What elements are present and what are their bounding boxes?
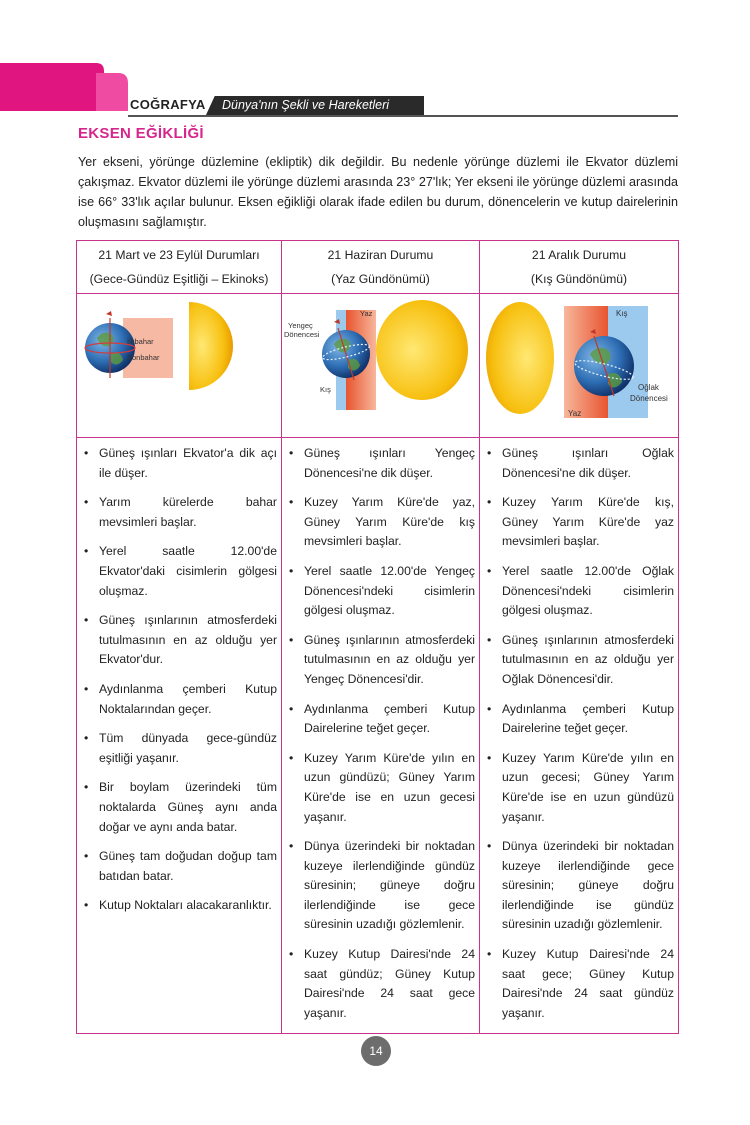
bullet-point: • Kuzey Yarım Küre'de yılın en uzun gecesi; Güney Yarım Küre'de ise en uzun gündüzü yaşanır. xyxy=(484,749,674,827)
points-equinox xyxy=(77,438,282,1034)
bullet-point: • Güneş ışınları Ekvator'a dik açı ile düşer. xyxy=(81,444,277,483)
tropic-label-line1: Yengeç xyxy=(288,321,313,330)
bullet-point: • Kuzey Yarım Küre'de kış, Güney Yarım Küre'de yaz mevsimleri başlar. xyxy=(484,493,674,552)
bullet-point: • Aydınlanma çemberi Kutup Noktalarından geçer. xyxy=(81,680,277,719)
bullet-point: • Güneş tam doğudan doğup tam batıdan batar. xyxy=(81,847,277,886)
column-subtitle: (Kış Gündönümü) xyxy=(530,272,628,286)
points-june xyxy=(282,438,480,1034)
bullet-point: • Kuzey Yarım Küre'de yaz, Güney Yarım Küre'de kış mevsimleri başlar. xyxy=(286,493,475,552)
header-rule xyxy=(128,115,678,117)
tropic-label-line2: Dönencesi xyxy=(630,394,668,403)
summer-label: Yaz xyxy=(568,409,582,418)
bullet-list xyxy=(77,438,281,916)
june-solstice-diagram xyxy=(282,294,480,432)
figure-row xyxy=(77,294,679,438)
bullet-point: • Dünya üzerindeki bir noktadan kuzeye ilerlendiğinde gece süresinin; güneye doğru ilerlendiğinde ise gündüz süresinin uzadığı gözlemlenir. xyxy=(484,837,674,935)
header-row xyxy=(77,241,679,294)
equinox-diagram xyxy=(77,294,282,432)
bullet-point: • Güneş ışınları Oğlak Dönencesi'ne dik düşer. xyxy=(484,444,674,483)
topic-label: Dünya'nın Şekli ve Hareketleri xyxy=(222,98,390,112)
column-title: 21 Haziran Durumu xyxy=(327,248,434,262)
comparison-table xyxy=(76,240,679,1034)
bullet-point: • Kuzey Yarım Küre'de yılın en uzun gündüzü; Güney Yarım Küre'de ise en uzun gecesi yaşanır. xyxy=(286,749,475,827)
section-title: EKSEN EĞİKLİĞİ xyxy=(78,125,204,142)
figure-december xyxy=(480,294,679,438)
winter-label: Kış xyxy=(616,309,628,318)
bullet-point: • Aydınlanma çemberi Kutup Dairelerine teğet geçer. xyxy=(286,700,475,739)
column-header-equinox xyxy=(77,241,282,294)
points-december xyxy=(480,438,679,1034)
bullet-point: • Kuzey Kutup Dairesi'nde 24 saat gündüz; Güney Kutup Dairesi'nde 24 saat gece yaşanır. xyxy=(286,945,475,1023)
bullet-point: • Dünya üzerindeki bir noktadan kuzeye ilerlendiğinde gündüz süresinin; güneye doğru ilerlendiğinde ise gece süresinin uzadığı gözlemlenir. xyxy=(286,837,475,935)
column-title: 21 Aralık Durumu xyxy=(531,248,627,262)
bullet-point: • Güneş ışınlarının atmosferdeki tutulmasının en az olduğu yer Yengeç Dönencesi'dir. xyxy=(286,631,475,690)
figure-equinox xyxy=(77,294,282,438)
autumn-label: Sonbahar xyxy=(127,353,160,362)
bullet-point: • Yerel saatle 12.00'de Ekvator'daki cisimlerin gölgesi oluşmaz. xyxy=(81,542,277,601)
tropic-label-line2: Dönencesi xyxy=(284,330,320,339)
subject-label: COĞRAFYA xyxy=(130,97,206,112)
bullet-point: • Yerel saatle 12.00'de Yengeç Dönencesi'ndeki cisimlerin gölgesi oluşmaz. xyxy=(286,562,475,621)
sun-icon xyxy=(189,302,233,390)
bullet-list xyxy=(282,438,479,1023)
bullet-point: • Tüm dünyada gece-gündüz eşitliği yaşanır. xyxy=(81,729,277,768)
sun-icon xyxy=(376,300,468,400)
column-subtitle: (Yaz Gündönümü) xyxy=(331,272,430,286)
column-header-june xyxy=(282,241,480,294)
bullet-point: • Kuzey Kutup Dairesi'nde 24 saat gece; Güney Kutup Dairesi'nde 24 saat gündüz yaşanır. xyxy=(484,945,674,1023)
december-solstice-diagram xyxy=(480,294,679,432)
summer-label: Yaz xyxy=(360,309,373,318)
column-subtitle: (Gece-Gündüz Eşitliği – Ekinoks) xyxy=(89,272,269,286)
bullet-point: • Aydınlanma çemberi Kutup Dairelerine teğet geçer. xyxy=(484,700,674,739)
bullet-point: • Güneş ışınlarının atmosferdeki tutulmasının en az olduğu yer Ekvator'dur. xyxy=(81,611,277,670)
sun-icon xyxy=(486,302,554,414)
page-number: 14 xyxy=(361,1036,391,1066)
figure-june xyxy=(282,294,480,438)
bullet-point: • Kutup Noktaları alacakaranlıktır. xyxy=(81,896,277,916)
winter-label: Kış xyxy=(320,385,331,394)
header-tab-shape xyxy=(0,63,128,111)
intro-paragraph: Yer ekseni, yörünge düzlemine (ekliptik) dik değildir. Bu nedenle yörünge düzlemi ile Ekvator düzlemi çakışmaz. Ekvator düzlemi ile yörünge düzlemi arasında 23° 27'lık; Yer ekseni ile yörünge düzlemi arasında ise 66° 33'lık açılar bulunur. Eksen eğikliği olarak ifade edilen bu durum, dönencelerin ve kutup dairelerinin oluşmasını sağlamıştır. xyxy=(78,155,678,229)
bullet-point: • Yarım kürelerde bahar mevsimleri başlar. xyxy=(81,493,277,532)
bullet-list xyxy=(480,438,678,1023)
bullet-point: • Bir boylam üzerindeki tüm noktalarda Güneş aynı anda doğar ve aynı anda batar. xyxy=(81,778,277,837)
spring-label: İlkbahar xyxy=(127,337,154,346)
column-header-december xyxy=(480,241,679,294)
bullet-point: • Güneş ışınlarının atmosferdeki tutulmasının en az olduğu yer Oğlak Dönencesi'dir. xyxy=(484,631,674,690)
points-row xyxy=(77,438,679,1034)
column-title: 21 Mart ve 23 Eylül Durumları xyxy=(98,248,260,262)
bullet-point: • Yerel saatle 12.00'de Oğlak Dönencesi'ndeki cisimlerin gölgesi oluşmaz. xyxy=(484,562,674,621)
bullet-point: • Güneş ışınları Yengeç Dönencesi'ne dik düşer. xyxy=(286,444,475,483)
tropic-label-line1: Oğlak xyxy=(638,383,659,392)
